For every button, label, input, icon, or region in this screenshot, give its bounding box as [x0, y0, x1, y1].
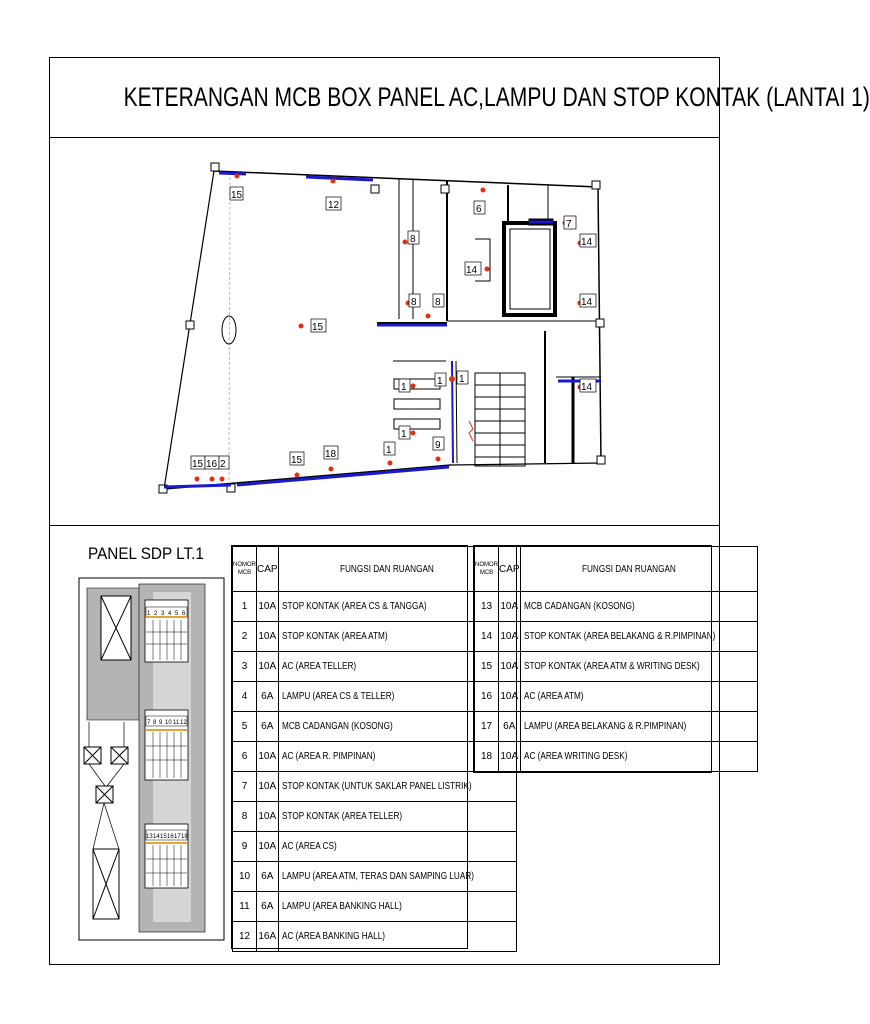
- mcb-capacity: 6A: [499, 712, 521, 742]
- header-nomor: NOMOR MCB: [233, 547, 257, 592]
- plan-label: [311, 319, 326, 333]
- small-isolator-box: [84, 747, 101, 764]
- mcb-number: 9: [233, 832, 257, 862]
- svg-text:1: 1: [459, 374, 465, 385]
- svg-text:1: 1: [147, 611, 151, 617]
- svg-text:17: 17: [174, 834, 181, 840]
- mcb-number: 6: [233, 742, 257, 772]
- svg-text:6: 6: [476, 204, 482, 215]
- svg-text:7: 7: [566, 219, 572, 230]
- svg-text:18: 18: [181, 834, 188, 840]
- svg-text:13: 13: [146, 834, 153, 840]
- svg-text:12: 12: [180, 720, 187, 726]
- mcb-number: 11: [233, 892, 257, 922]
- isolator-box: [101, 596, 131, 660]
- svg-text:9: 9: [435, 440, 441, 451]
- mcb-function: STOP KONTAK (AREA ATM & WRITING DESK): [520, 652, 757, 682]
- plan-label: [457, 371, 468, 385]
- table-row: [475, 742, 758, 772]
- svg-text:5: 5: [175, 611, 179, 617]
- svg-text:16: 16: [167, 834, 174, 840]
- plan-label: [408, 231, 419, 245]
- mcb-rows-right: [475, 592, 758, 772]
- header-cap: CAP: [257, 547, 279, 592]
- svg-text:9: 9: [159, 720, 163, 726]
- plan-label: [580, 234, 596, 248]
- svg-text:15: 15: [160, 834, 167, 840]
- outlet-markers: [195, 174, 583, 482]
- plan-label: [191, 456, 205, 470]
- svg-text:14: 14: [466, 265, 478, 276]
- svg-text:7: 7: [147, 720, 151, 726]
- table-row: [475, 592, 758, 622]
- svg-text:2: 2: [220, 459, 226, 470]
- mcb-number: 14: [475, 622, 499, 652]
- table-row: [233, 832, 517, 862]
- sheet-frame: [49, 57, 870, 965]
- svg-text:8: 8: [435, 297, 441, 308]
- breaker-group-1: [145, 600, 188, 662]
- panel-sdp-diagram: [79, 564, 224, 954]
- mcb-number: 7: [233, 772, 257, 802]
- small-isolator-box: [111, 747, 128, 764]
- table-row: [233, 772, 517, 802]
- mcb-capacity: 10A: [257, 592, 279, 622]
- svg-text:2: 2: [154, 611, 158, 617]
- svg-text:16: 16: [206, 459, 218, 470]
- mcb-capacity: 10A: [257, 622, 279, 652]
- mcb-function: STOP KONTAK (AREA BELAKANG & R.PIMPINAN): [520, 622, 757, 652]
- plan-label: [399, 379, 410, 393]
- mcb-function: AC (AREA CS): [278, 832, 516, 862]
- svg-text:1: 1: [401, 382, 407, 393]
- mcb-number: 5: [233, 712, 257, 742]
- mcb-number: 16: [475, 682, 499, 712]
- mcb-capacity: 10A: [257, 772, 279, 802]
- plan-label: [433, 294, 444, 308]
- mcb-function: LAMPU (AREA ATM, TERAS DAN SAMPING LUAR): [278, 862, 516, 892]
- header-fungsi: FUNGSI DAN RUANGAN: [520, 547, 757, 592]
- mcb-number: 13: [475, 592, 499, 622]
- plan-label: [435, 373, 446, 387]
- panel-title: PANEL SDP LT.1: [88, 544, 204, 563]
- header-cap: CAP: [499, 547, 521, 592]
- table-row: [233, 802, 517, 832]
- plan-label: [465, 262, 481, 276]
- mcb-capacity: 6A: [257, 892, 279, 922]
- mcb-function: LAMPU (AREA BELAKANG & R.PIMPINAN): [520, 712, 757, 742]
- panel-marker: [469, 421, 473, 441]
- plan-label: [580, 294, 596, 308]
- svg-text:15: 15: [312, 322, 324, 333]
- header-nomor: NOMOR MCB: [475, 547, 499, 592]
- mcb-table-left-frame: [231, 545, 474, 949]
- mcb-number: 1: [233, 592, 257, 622]
- mcb-function: STOP KONTAK (AREA CS & TANGGA): [278, 592, 516, 622]
- svg-text:11: 11: [173, 720, 180, 726]
- mcb-function: MCB CADANGAN (KOSONG): [278, 712, 516, 742]
- plan-label: [230, 187, 243, 201]
- mcb-function: AC (AREA WRITING DESK): [520, 742, 757, 772]
- isolator-box: [93, 849, 119, 919]
- table-row: [233, 922, 517, 952]
- svg-text:8: 8: [153, 720, 157, 726]
- svg-text:18: 18: [325, 449, 337, 460]
- table-row: [475, 682, 758, 712]
- table-row: [475, 712, 758, 742]
- plan-label: [219, 456, 229, 470]
- mcb-function: AC (AREA ATM): [520, 682, 757, 712]
- plan-label: [564, 216, 576, 230]
- table-row: [233, 862, 517, 892]
- mcb-function: LAMPU (AREA CS & TELLER): [278, 682, 516, 712]
- mcb-capacity: 10A: [499, 742, 521, 772]
- mcb-capacity: 16A: [257, 922, 279, 952]
- svg-text:1: 1: [401, 429, 407, 440]
- plan-label: [326, 197, 341, 211]
- page-title: KETERANGAN MCB BOX PANEL AC,LAMPU DAN STOP KONTAK (LANTAI 1): [123, 82, 870, 112]
- mcb-capacity: 10A: [257, 742, 279, 772]
- plan-label: [205, 456, 219, 470]
- plan-label: [580, 379, 596, 393]
- plan-label: [384, 442, 395, 456]
- mcb-capacity: 10A: [257, 652, 279, 682]
- mcb-table-right-frame: [473, 545, 715, 773]
- mcb-capacity: 6A: [257, 682, 279, 712]
- mcb-capacity: 10A: [499, 682, 521, 712]
- mcb-function: AC (AREA R. PIMPINAN): [278, 742, 516, 772]
- mcb-function: LAMPU (AREA BANKING HALL): [278, 892, 516, 922]
- walls: [159, 163, 605, 493]
- mcb-function: AC (AREA BANKING HALL): [278, 922, 516, 952]
- title-row: [50, 58, 870, 138]
- mcb-number: 2: [233, 622, 257, 652]
- svg-text:10: 10: [165, 720, 172, 726]
- mcb-table-right: [474, 546, 758, 772]
- floor-plan: [50, 138, 718, 524]
- table-row: [475, 622, 758, 652]
- svg-text:15: 15: [231, 190, 243, 201]
- mcb-function: AC (AREA TELLER): [278, 652, 516, 682]
- mcb-capacity: 6A: [257, 712, 279, 742]
- plan-label: [433, 437, 444, 451]
- header-fungsi: FUNGSI DAN RUANGAN: [278, 547, 516, 592]
- svg-text:15: 15: [291, 455, 303, 466]
- small-isolator-box: [96, 786, 113, 803]
- svg-text:14: 14: [581, 382, 593, 393]
- mcb-number: 4: [233, 682, 257, 712]
- svg-text:3: 3: [161, 611, 165, 617]
- mcb-capacity: 10A: [257, 802, 279, 832]
- mcb-capacity: 10A: [499, 652, 521, 682]
- svg-text:12: 12: [328, 200, 340, 211]
- mcb-capacity: 10A: [257, 832, 279, 862]
- mcb-function: STOP KONTAK (AREA ATM): [278, 622, 516, 652]
- svg-text:14: 14: [153, 834, 160, 840]
- plan-label: [324, 446, 338, 460]
- svg-text:8: 8: [411, 297, 417, 308]
- mcb-function: MCB CADANGAN (KOSONG): [520, 592, 757, 622]
- mcb-number: 3: [233, 652, 257, 682]
- plan-label: [290, 452, 304, 466]
- svg-text:15: 15: [192, 459, 204, 470]
- mcb-number: 15: [475, 652, 499, 682]
- svg-text:1: 1: [386, 445, 392, 456]
- table-row: [233, 892, 517, 922]
- legend-area: [50, 526, 719, 964]
- mcb-capacity: 10A: [499, 592, 521, 622]
- svg-text:1: 1: [437, 376, 443, 387]
- plan-label: [409, 294, 420, 308]
- svg-text:8: 8: [410, 234, 416, 245]
- plan-label: [399, 426, 410, 440]
- mcb-number: 8: [233, 802, 257, 832]
- mcb-number: 12: [233, 922, 257, 952]
- mcb-function: STOP KONTAK (AREA TELLER): [278, 802, 516, 832]
- mcb-number: 17: [475, 712, 499, 742]
- svg-text:14: 14: [581, 237, 593, 248]
- mcb-capacity: 6A: [257, 862, 279, 892]
- mcb-function: STOP KONTAK (UNTUK SAKLAR PANEL LISTRIK): [278, 772, 516, 802]
- mcb-capacity: 10A: [499, 622, 521, 652]
- table-row: [475, 652, 758, 682]
- svg-text:4: 4: [168, 611, 172, 617]
- floor-plan-area: [50, 138, 719, 526]
- svg-text:6: 6: [182, 611, 186, 617]
- svg-text:14: 14: [581, 297, 593, 308]
- plan-label: [474, 201, 485, 215]
- mcb-number: 10: [233, 862, 257, 892]
- mcb-number: 18: [475, 742, 499, 772]
